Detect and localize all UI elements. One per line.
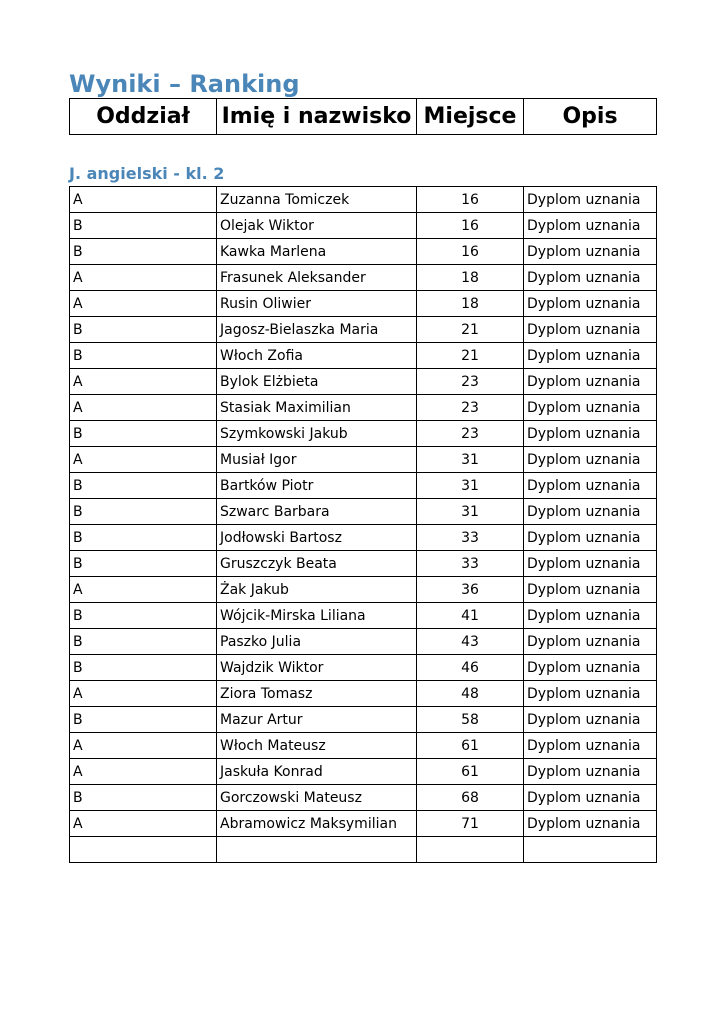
cell-class: A	[70, 811, 217, 837]
cell-description: Dyplom uznania	[524, 759, 657, 785]
cell-description: Dyplom uznania	[524, 525, 657, 551]
table-row	[70, 551, 657, 577]
table-row	[70, 291, 657, 317]
table-row	[70, 577, 657, 603]
table-row	[70, 239, 657, 265]
table-row	[70, 811, 657, 837]
cell-class: B	[70, 785, 217, 811]
cell-name: Bartków Piotr	[217, 473, 417, 499]
cell-class: A	[70, 577, 217, 603]
cell-description: Dyplom uznania	[524, 681, 657, 707]
cell-description: Dyplom uznania	[524, 577, 657, 603]
cell-description: Dyplom uznania	[524, 395, 657, 421]
table-row	[70, 733, 657, 759]
cell-place: 61	[417, 733, 524, 759]
table-row	[70, 629, 657, 655]
cell-place: 16	[417, 213, 524, 239]
cell-class: A	[70, 369, 217, 395]
cell-name: Mazur Artur	[217, 707, 417, 733]
cell-class: B	[70, 551, 217, 577]
cell-class: A	[70, 759, 217, 785]
cell-description: Dyplom uznania	[524, 265, 657, 291]
header-description: Opis	[524, 99, 657, 135]
results-table	[69, 186, 657, 863]
cell-place: 21	[417, 343, 524, 369]
header-class: Oddział	[70, 99, 217, 135]
cell-description: Dyplom uznania	[524, 785, 657, 811]
table-row	[70, 369, 657, 395]
cell-class: B	[70, 499, 217, 525]
cell-class: A	[70, 395, 217, 421]
cell-class: B	[70, 213, 217, 239]
cell-name: Włoch Zofia	[217, 343, 417, 369]
table-row	[70, 837, 657, 863]
cell-class: A	[70, 447, 217, 473]
cell-name: Gorczowski Mateusz	[217, 785, 417, 811]
cell-place: 18	[417, 265, 524, 291]
cell-place: 36	[417, 577, 524, 603]
cell-class: A	[70, 733, 217, 759]
table-row	[70, 187, 657, 213]
cell-class: A	[70, 187, 217, 213]
cell-place: 16	[417, 187, 524, 213]
table-row	[70, 655, 657, 681]
page-title: Wyniki – Ranking	[69, 70, 300, 98]
cell-name	[217, 837, 417, 863]
cell-description: Dyplom uznania	[524, 239, 657, 265]
cell-name: Wajdzik Wiktor	[217, 655, 417, 681]
cell-description: Dyplom uznania	[524, 317, 657, 343]
header-name: Imię i nazwisko	[217, 99, 417, 135]
cell-name: Stasiak Maximilian	[217, 395, 417, 421]
cell-name: Szymkowski Jakub	[217, 421, 417, 447]
cell-name: Włoch Mateusz	[217, 733, 417, 759]
cell-class: B	[70, 603, 217, 629]
cell-place: 23	[417, 421, 524, 447]
cell-name: Jaskuła Konrad	[217, 759, 417, 785]
cell-class	[70, 837, 217, 863]
cell-name: Gruszczyk Beata	[217, 551, 417, 577]
cell-description: Dyplom uznania	[524, 499, 657, 525]
cell-name: Abramowicz Maksymilian	[217, 811, 417, 837]
cell-description: Dyplom uznania	[524, 291, 657, 317]
cell-name: Bylok Elżbieta	[217, 369, 417, 395]
cell-description: Dyplom uznania	[524, 629, 657, 655]
cell-description: Dyplom uznania	[524, 343, 657, 369]
table-row	[70, 317, 657, 343]
cell-place: 58	[417, 707, 524, 733]
table-row	[70, 395, 657, 421]
cell-name: Musiał Igor	[217, 447, 417, 473]
table-row	[70, 681, 657, 707]
cell-class: B	[70, 317, 217, 343]
table-row	[70, 499, 657, 525]
cell-name: Jagosz-Bielaszka Maria	[217, 317, 417, 343]
table-row	[70, 759, 657, 785]
table-row	[70, 707, 657, 733]
cell-place: 41	[417, 603, 524, 629]
results-header-table	[69, 98, 657, 135]
cell-name: Kawka Marlena	[217, 239, 417, 265]
cell-class: A	[70, 291, 217, 317]
cell-place: 31	[417, 447, 524, 473]
cell-description: Dyplom uznania	[524, 551, 657, 577]
cell-place: 31	[417, 473, 524, 499]
table-row	[70, 265, 657, 291]
cell-place: 61	[417, 759, 524, 785]
cell-place: 33	[417, 525, 524, 551]
cell-description: Dyplom uznania	[524, 707, 657, 733]
results-table-body	[70, 187, 657, 863]
cell-place: 33	[417, 551, 524, 577]
cell-name: Szwarc Barbara	[217, 499, 417, 525]
cell-place: 23	[417, 395, 524, 421]
header-place: Miejsce	[417, 99, 524, 135]
cell-name: Zuzanna Tomiczek	[217, 187, 417, 213]
cell-name: Ziora Tomasz	[217, 681, 417, 707]
cell-description: Dyplom uznania	[524, 187, 657, 213]
cell-name: Rusin Oliwier	[217, 291, 417, 317]
cell-description: Dyplom uznania	[524, 603, 657, 629]
cell-place: 23	[417, 369, 524, 395]
cell-place: 68	[417, 785, 524, 811]
table-row	[70, 525, 657, 551]
cell-class: B	[70, 473, 217, 499]
table-row	[70, 447, 657, 473]
cell-place: 46	[417, 655, 524, 681]
cell-place: 71	[417, 811, 524, 837]
cell-class: B	[70, 707, 217, 733]
cell-name: Frasunek Aleksander	[217, 265, 417, 291]
cell-class: B	[70, 629, 217, 655]
table-row	[70, 213, 657, 239]
cell-class: B	[70, 655, 217, 681]
section-title: J. angielski - kl. 2	[69, 164, 225, 183]
cell-name: Jodłowski Bartosz	[217, 525, 417, 551]
cell-name: Paszko Julia	[217, 629, 417, 655]
cell-place	[417, 837, 524, 863]
cell-description	[524, 837, 657, 863]
cell-class: B	[70, 239, 217, 265]
cell-place: 16	[417, 239, 524, 265]
table-row	[70, 421, 657, 447]
cell-class: A	[70, 265, 217, 291]
cell-name: Olejak Wiktor	[217, 213, 417, 239]
cell-name: Wójcik-Mirska Liliana	[217, 603, 417, 629]
cell-description: Dyplom uznania	[524, 421, 657, 447]
cell-class: B	[70, 343, 217, 369]
cell-class: B	[70, 421, 217, 447]
cell-description: Dyplom uznania	[524, 369, 657, 395]
cell-description: Dyplom uznania	[524, 473, 657, 499]
cell-description: Dyplom uznania	[524, 655, 657, 681]
table-row	[70, 473, 657, 499]
cell-place: 31	[417, 499, 524, 525]
cell-place: 43	[417, 629, 524, 655]
cell-place: 18	[417, 291, 524, 317]
header-row	[70, 99, 657, 135]
cell-place: 21	[417, 317, 524, 343]
cell-place: 48	[417, 681, 524, 707]
cell-name: Żak Jakub	[217, 577, 417, 603]
cell-description: Dyplom uznania	[524, 733, 657, 759]
table-row	[70, 343, 657, 369]
cell-description: Dyplom uznania	[524, 213, 657, 239]
cell-class: A	[70, 681, 217, 707]
table-row	[70, 785, 657, 811]
cell-description: Dyplom uznania	[524, 811, 657, 837]
cell-description: Dyplom uznania	[524, 447, 657, 473]
table-row	[70, 603, 657, 629]
cell-class: B	[70, 525, 217, 551]
